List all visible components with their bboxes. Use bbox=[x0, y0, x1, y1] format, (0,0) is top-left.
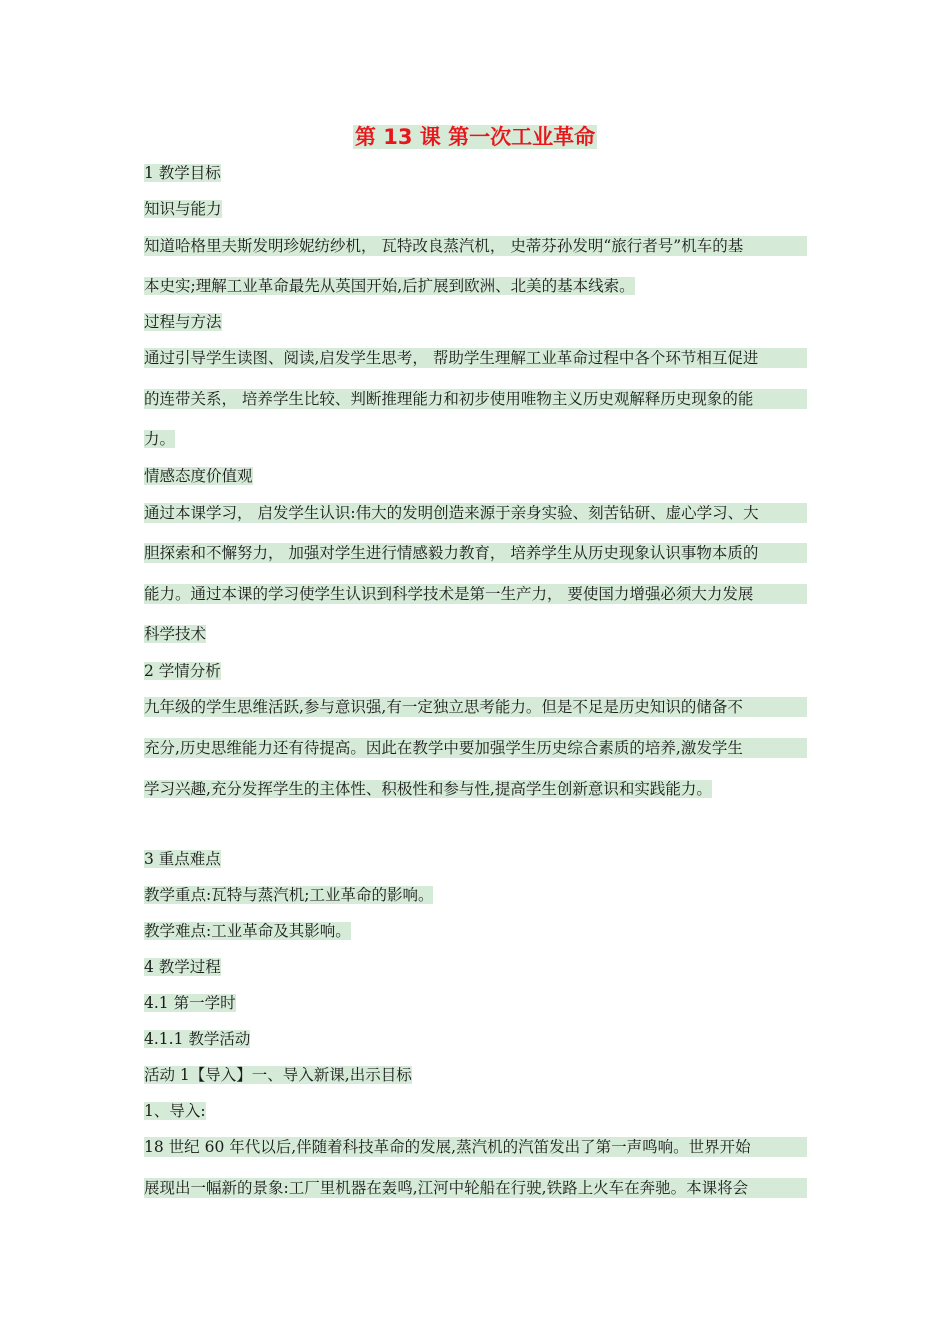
heading-teaching-goals: 1 教学目标 bbox=[144, 164, 221, 182]
subheading-knowledge: 知识与能力 bbox=[144, 200, 222, 218]
paragraph-line: 知道哈格里夫斯发明珍妮纺纱机， 瓦特改良蒸汽机， 史蒂芬孙发明“旅行者号”机车的基 bbox=[144, 236, 807, 256]
paragraph-line: 力。 bbox=[144, 430, 176, 448]
heading-student-analysis: 2 学情分析 bbox=[144, 662, 221, 680]
paragraph-line: 本史实;理解工业革命最先从英国开始,后扩展到欧洲、北美的基本线索。 bbox=[144, 277, 635, 295]
paragraph-line: 通过本课学习， 启发学生认识:伟大的发明创造来源于亲身实验、刻苦钻研、虚心学习、大 bbox=[144, 503, 807, 523]
paragraph-line: 展现出一幅新的景象:工厂里机器在轰鸣,江河中轮船在行驶,铁路上火车在奔驰。本课将会 bbox=[144, 1178, 807, 1198]
paragraph-line: 通过引导学生读图、阅读,启发学生思考， 帮助学生理解工业革命过程中各个环节相互促进 bbox=[144, 348, 807, 368]
key-point-line: 教学重点:瓦特与蒸汽机;工业革命的影响。 bbox=[144, 886, 434, 904]
paragraph-line: 的连带关系， 培养学生比较、判断推理能力和初步使用唯物主义历史观解释历史现象的能 bbox=[144, 389, 807, 409]
heading-key-points: 3 重点难点 bbox=[144, 850, 221, 868]
subheading-attitude: 情感态度价值观 bbox=[144, 467, 253, 485]
paragraph-line: 学习兴趣,充分发挥学生的主体性、积极性和参与性,提高学生创新意识和实践能力。 bbox=[144, 780, 712, 798]
paragraph-line: 18 世纪 60 年代以后,伴随着科技革命的发展,蒸汽机的汽笛发出了第一声鸣响。世界开始 bbox=[144, 1137, 807, 1157]
paragraph-line: 科学技术 bbox=[144, 625, 207, 643]
page-title bbox=[0, 122, 950, 152]
heading-first-lesson: 4.1 第一学时 bbox=[144, 994, 236, 1012]
paragraph-line: 九年级的学生思维活跃,参与意识强,有一定独立思考能力。但是不足是历史知识的储备不 bbox=[144, 697, 807, 717]
heading-teaching-process: 4 教学过程 bbox=[144, 958, 221, 976]
activity-1-heading: 活动 1【导入】一、导入新课,出示目标 bbox=[144, 1066, 412, 1084]
difficulty-line: 教学难点:工业革命及其影响。 bbox=[144, 922, 351, 940]
intro-label: 1、导入: bbox=[144, 1102, 206, 1120]
heading-teaching-activities: 4.1.1 教学活动 bbox=[144, 1030, 251, 1048]
paragraph-line: 能力。通过本课的学习使学生认识到科学技术是第一生产力， 要使国力增强必须大力发展 bbox=[144, 584, 807, 604]
subheading-process: 过程与方法 bbox=[144, 313, 222, 331]
title-text: 第 13 课 第一次工业革命 bbox=[354, 125, 596, 149]
paragraph-line: 充分,历史思维能力还有待提高。因此在教学中要加强学生历史综合素质的培养,激发学生 bbox=[144, 738, 807, 758]
paragraph-line: 胆探索和不懈努力， 加强对学生进行情感毅力教育， 培养学生从历史现象认识事物本质的 bbox=[144, 543, 807, 563]
